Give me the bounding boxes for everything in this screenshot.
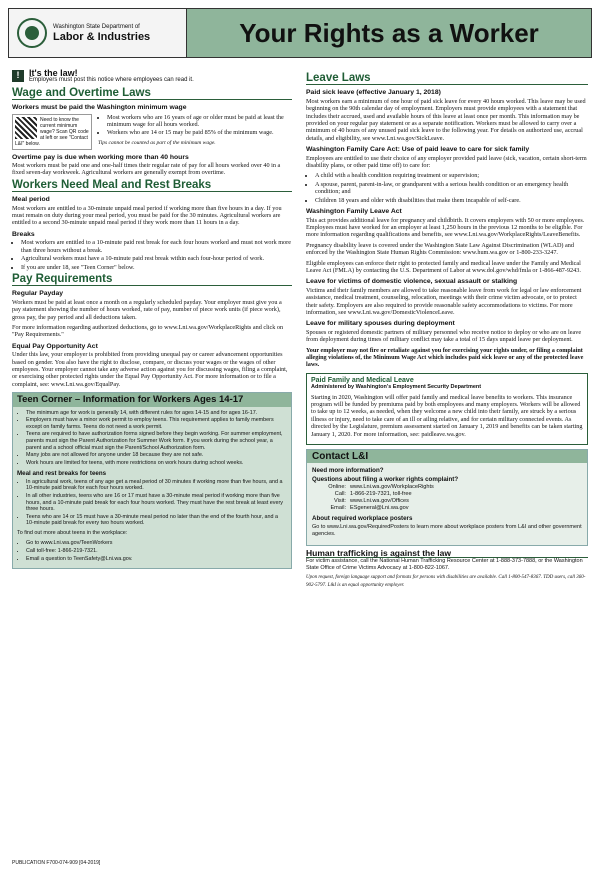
agency-logo xyxy=(17,18,47,48)
email-link[interactable]: ESgeneral@Lni.wa.gov xyxy=(350,504,409,511)
deductions-text: For more information regarding authorized deductions, go to www.Lni.wa.gov/WorkplaceRights and click on "Pay Requirements." xyxy=(12,323,284,339)
meal-period-text: Most workers are entitled to a 30-minute unpaid meal period if working more than five hours in a day. If you must remain on duty during your meal period, you must be paid for the 30 minutes. Agricultural workers are entitled to a second 30-minute unpaid meal period if they work more than 11 hours in a day. xyxy=(12,204,282,227)
payday-heading: Regular Payday xyxy=(12,290,63,298)
trafficking-heading: Human trafficking is against the law xyxy=(306,550,588,558)
qr-text: Need to know the current minimum wage? Scan QR code at left or see "Contact L&I" below. xyxy=(15,116,89,147)
dv-leave-text: Victims and their family members are allowed to take reasonable leave from work for legal or law enforcement assistance, medical treatment, counseling, relocation, meetings with their crime victim advocate, or to protect their safety. Employers are also required to provide reasonable safety accommodations to victims. For more information, see www.Lni.wa.gov/DomesticViolenceLeave. xyxy=(306,286,582,316)
phone-number: 1-866-219-7321, toll-free xyxy=(350,491,412,498)
teen-corner xyxy=(12,392,292,569)
contact-row-call: Call: 1-866-219-7321, toll-free xyxy=(334,491,412,498)
list-item: • Employers must have a minor work permit to employ teens. This requirement applies to family members except on family farms. Teens do not need a work permit. xyxy=(26,417,287,430)
military-leave-text: Spouses or registered domestic partners of military personnel who receive notice to deploy or who are on leave from deployment during times of military conflict may take a total of 15 days unpaid leave per deployment. xyxy=(306,328,582,344)
list-item: • Children 18 years and older with disabilities that make them incapable of self-care. xyxy=(315,197,588,204)
meal-heading: Workers Need Meal and Rest Breaks xyxy=(12,182,292,192)
law-banner xyxy=(12,70,292,85)
qr-box xyxy=(12,114,92,150)
teen-bullets xyxy=(26,410,287,467)
qr-code-icon[interactable] xyxy=(15,117,37,139)
family-care-heading: Washington Family Care Act: Use of paid leave to care for sick family xyxy=(306,146,530,154)
exclamation-icon: ! xyxy=(12,70,24,82)
family-leave-text: This act provides additional leave for pregnancy and childbirth. It covers employers with 50 or more employees. Employees must have worked for an employer at least 1,250 hours in the previous 12 months to be eligible. For more information regarding qualifications and benefits, see www.Lni.wa.gov/WorkplaceRights/LeaveBenefits. xyxy=(306,216,585,239)
list-item: • Agricultural workers must have a 10-minute paid rest break within each four-hour period of work. xyxy=(21,255,292,262)
agency-line1: Washington State Department of xyxy=(53,23,140,30)
pfml-title: Paid Family and Medical Leave xyxy=(311,376,414,384)
trafficking-text: For victim assistance, call the National Human Trafficking Resource Center at 1-888-373-7888, or the Washington State Office of Crime Victims Advocacy at 1-800-822-1067. xyxy=(306,558,583,571)
teen-find-more: To find out more about teens in the workplace: xyxy=(17,529,128,536)
list-item: • A spouse, parent, parent-in-law, or grandparent with a serious health condition or an emergency health condition; and xyxy=(315,181,588,196)
list-item: • Teens who are 14 or 15 must have a 30-minute meal period no later than the end of the fourth hour, and a 10-minute paid break for every two hours worked. xyxy=(26,514,287,527)
retaliation-text: Your employer may not fire or retaliate against you for exercising your rights under, or filing a complaint alleging violations of, the Minimum Wage Act which includes paid sick leave or any of the protected leave laws. xyxy=(306,346,584,369)
contact-row-visit: Visit: www.Lni.wa.gov/Offices xyxy=(333,497,409,504)
offices-link[interactable]: www.Lni.wa.gov/Offices xyxy=(350,497,409,504)
list-item: • Many jobs are not allowed for anyone under 18 because they are not safe. xyxy=(26,452,287,459)
meal-period-heading: Meal period xyxy=(12,196,50,204)
online-link[interactable]: www.Lni.wa.gov/WorkplaceRights xyxy=(350,484,434,491)
family-care-text: Employees are entitled to use their choice of any employer provided paid leave (sick, vacation, certain short-term disability plans, or other paid time off) to care for: xyxy=(306,154,587,170)
teen-title: Teen Corner – Information for Workers Ages 14-17 xyxy=(13,393,291,406)
pay-heading: Pay Requirements xyxy=(12,276,292,286)
pfml-text: Starting in 2020, Washington will offer paid family and medical leave benefits to workers. This insurance program will be funded by premiums paid by both employees and many employers. Workers will be allowed to take up to 12 weeks, as needed, when they welcome a new child into their family, are struck by a serious illness or injury, need to take care of an ill or ailing relative, and for certain military connected events. As directed by the Legislature, premium assessment started on January 1, 2019 and benefits can be taken starting January 1, 2020. For more information, see: paidleave.wa.gov. xyxy=(311,393,583,438)
sick-leave-heading: Paid sick leave (effective January 1, 2018) xyxy=(306,89,441,97)
left-column xyxy=(12,70,292,569)
contact-title: Contact L&I xyxy=(307,450,587,463)
overtime-heading: Overtime pay is due when working more than 40 hours xyxy=(12,153,189,161)
teen-phone: • Call toll-free: 1-866-219-7321. xyxy=(26,548,287,555)
list-item: • Teens are required to have authorization forms signed before they begin working. For summer employment, parents must sign the Parent Authorization for Summer Work form. If you work during the school year, a parent and a school official must sign the Parent/School Authorization form. xyxy=(26,431,287,451)
breaks-heading: Breaks xyxy=(12,230,35,238)
pfml-box xyxy=(306,373,588,445)
dv-leave-heading: Leave for victims of domestic violence, sexual assault or stalking xyxy=(306,278,518,286)
list-item: • In agricultural work, teens of any age get a meal period of 30 minutes if working more than five hours, and a 10-minute paid break for each four hours worked. xyxy=(26,479,287,492)
agency-line2: Labor & Industries xyxy=(53,30,151,43)
family-care-bullets xyxy=(315,172,588,204)
sick-leave-text: Most workers earn a minimum of one hour of paid sick leave for every 40 hours worked. This leave may be used beginning on the 90th calendar day of employment. Employers must provide employees with a statement that includes their accrued, used and available hours of this leave at least once per month. This information may be provided on your regular pay statement or as a separate notification. Workers must be allowed to carry over a minimum of 40 hours of any unused paid sick leave to the following year. For details on authorized use, accrual details, and eligibility, see www.Lni.wa.gov/SickLeave. xyxy=(306,97,586,142)
accessibility-note: Upon request, foreign language support and formats for persons with disabilities are available. Call 1-800-547-8367. TDD users, call 360-902-5797. L&I is an equal opportunity employer. xyxy=(306,575,586,588)
list-item: • Work hours are limited for teens, with more restrictions on work hours during school weeks. xyxy=(26,460,287,467)
contact-row-online: Online: www.Lni.wa.gov/WorkplaceRights xyxy=(328,484,434,491)
wage-subheading: Workers must be paid the Washington minimum wage xyxy=(12,104,187,112)
pregnancy-text: Pregnancy disability leave is covered under the Washington State Law Against Discrimination (WLAD) and enforced by the Washington State Human Rights Commission: www.hum.wa.gov or 1-800-233-3247. xyxy=(306,241,574,257)
family-leave-heading: Washington Family Leave Act xyxy=(306,208,402,216)
teen-contacts xyxy=(26,540,287,562)
list-item: • Most workers are entitled to a 10-minute paid rest break for each four hours worked and must not work more than three hours without a break. xyxy=(21,239,292,254)
equal-pay-heading: Equal Pay Opportunity Act xyxy=(12,342,98,350)
header xyxy=(8,8,592,58)
pfml-subtitle: Administered by Washington's Employment Security Department xyxy=(311,384,482,391)
title-banner xyxy=(187,9,591,57)
posters-heading: About required workplace posters xyxy=(312,515,413,523)
teen-email[interactable]: • Email a question to TeenSafety@Lni.wa.gov. xyxy=(26,556,287,563)
agency-block xyxy=(9,9,187,57)
list-item: • In all other industries, teens who are 16 or 17 must have a 30-minute meal period if working more than five hours, and a 10-minute paid break for each four hours worked. They must have the rest break at least every three hours. xyxy=(26,493,287,513)
tip-note: Tips cannot be counted as part of the minimum wage. xyxy=(98,139,216,146)
payday-text: Workers must be paid at least once a month on a regularly scheduled payday. Your employer must give you a pay statement showing the number of hours worked, rate of pay, number of piece work units (if piece work), gross pay, the pay period and all deductions taken. xyxy=(12,298,282,321)
breaks-bullets xyxy=(21,239,292,271)
teen-link[interactable]: • Go to www.Lni.wa.gov/TeenWorkers xyxy=(26,540,287,547)
contact-q1: Need more information? xyxy=(312,467,384,475)
military-leave-heading: Leave for military spouses during deployment xyxy=(306,320,455,328)
fmla-text: Eligible employees can enforce their right to protected family and medical leave under the Family and Medical Leave Act (FMLA) by contacting the U.S. Department of Labor at www.dol.gov/whd/fmla or 1-866-487-9243. xyxy=(306,259,581,274)
wage-heading: Wage and Overtime Laws xyxy=(12,90,292,100)
overtime-text: Most workers must be paid one and one-half times their regular rate of pay for all hours worked over 40 in a fixed seven-day workweek. Agricultural workers are generally exempt from overtime. xyxy=(12,162,281,177)
leave-heading: Leave Laws xyxy=(306,75,588,85)
right-column xyxy=(306,70,588,589)
contact-row-email: Email: ESgeneral@Lni.wa.gov xyxy=(330,504,409,511)
list-item: • If you are under 18, see "Teen Corner" below. xyxy=(21,264,292,271)
list-item: • Most workers who are 16 years of age or older must be paid at least the minimum wage for all hours worked. xyxy=(107,114,292,129)
list-item: • Workers who are 14 or 15 may be paid 85% of the minimum wage. xyxy=(107,129,292,136)
posters-text: Go to www.Lni.wa.gov/RequiredPosters to learn more about workplace posters from L&I and other government agencies. xyxy=(312,523,582,538)
wage-bullets xyxy=(107,114,292,137)
publication-number: PUBLICATION F700-074-909 [04-2019] xyxy=(12,860,101,866)
law-subtitle: Employers must post this notice where employees can read it. xyxy=(29,77,194,84)
page-title: Your Rights as a Worker xyxy=(239,17,539,48)
contact-box xyxy=(306,449,588,546)
list-item: • The minimum age for work is generally 14, with different rules for ages 14-15 and for ages 16-17. xyxy=(26,410,287,417)
equal-pay-text: Under this law, your employer is prohibited from providing unequal pay or career advancement opportunities based on gender. You also have the right to disclose, compare, or discuss your wages or the wages of other employees. Your employer cannot take any adverse action against you for discussing wages, filing a complaint, or exercising other protected rights under the Equal Pay Opportunity Act. For more information or to file a complaint, see: www.Lni.wa.gov/EqualPay. xyxy=(12,351,288,388)
law-title: It's the law! xyxy=(29,68,78,78)
teen-meal-heading: Meal and rest breaks for teens xyxy=(17,470,107,478)
contact-q2: Questions about filing a worker rights complaint? xyxy=(312,475,459,483)
list-item: • A child with a health condition requiring treatment or supervision; xyxy=(315,172,588,179)
min-wage-block xyxy=(12,114,292,150)
teen-meal-bullets xyxy=(26,479,287,527)
